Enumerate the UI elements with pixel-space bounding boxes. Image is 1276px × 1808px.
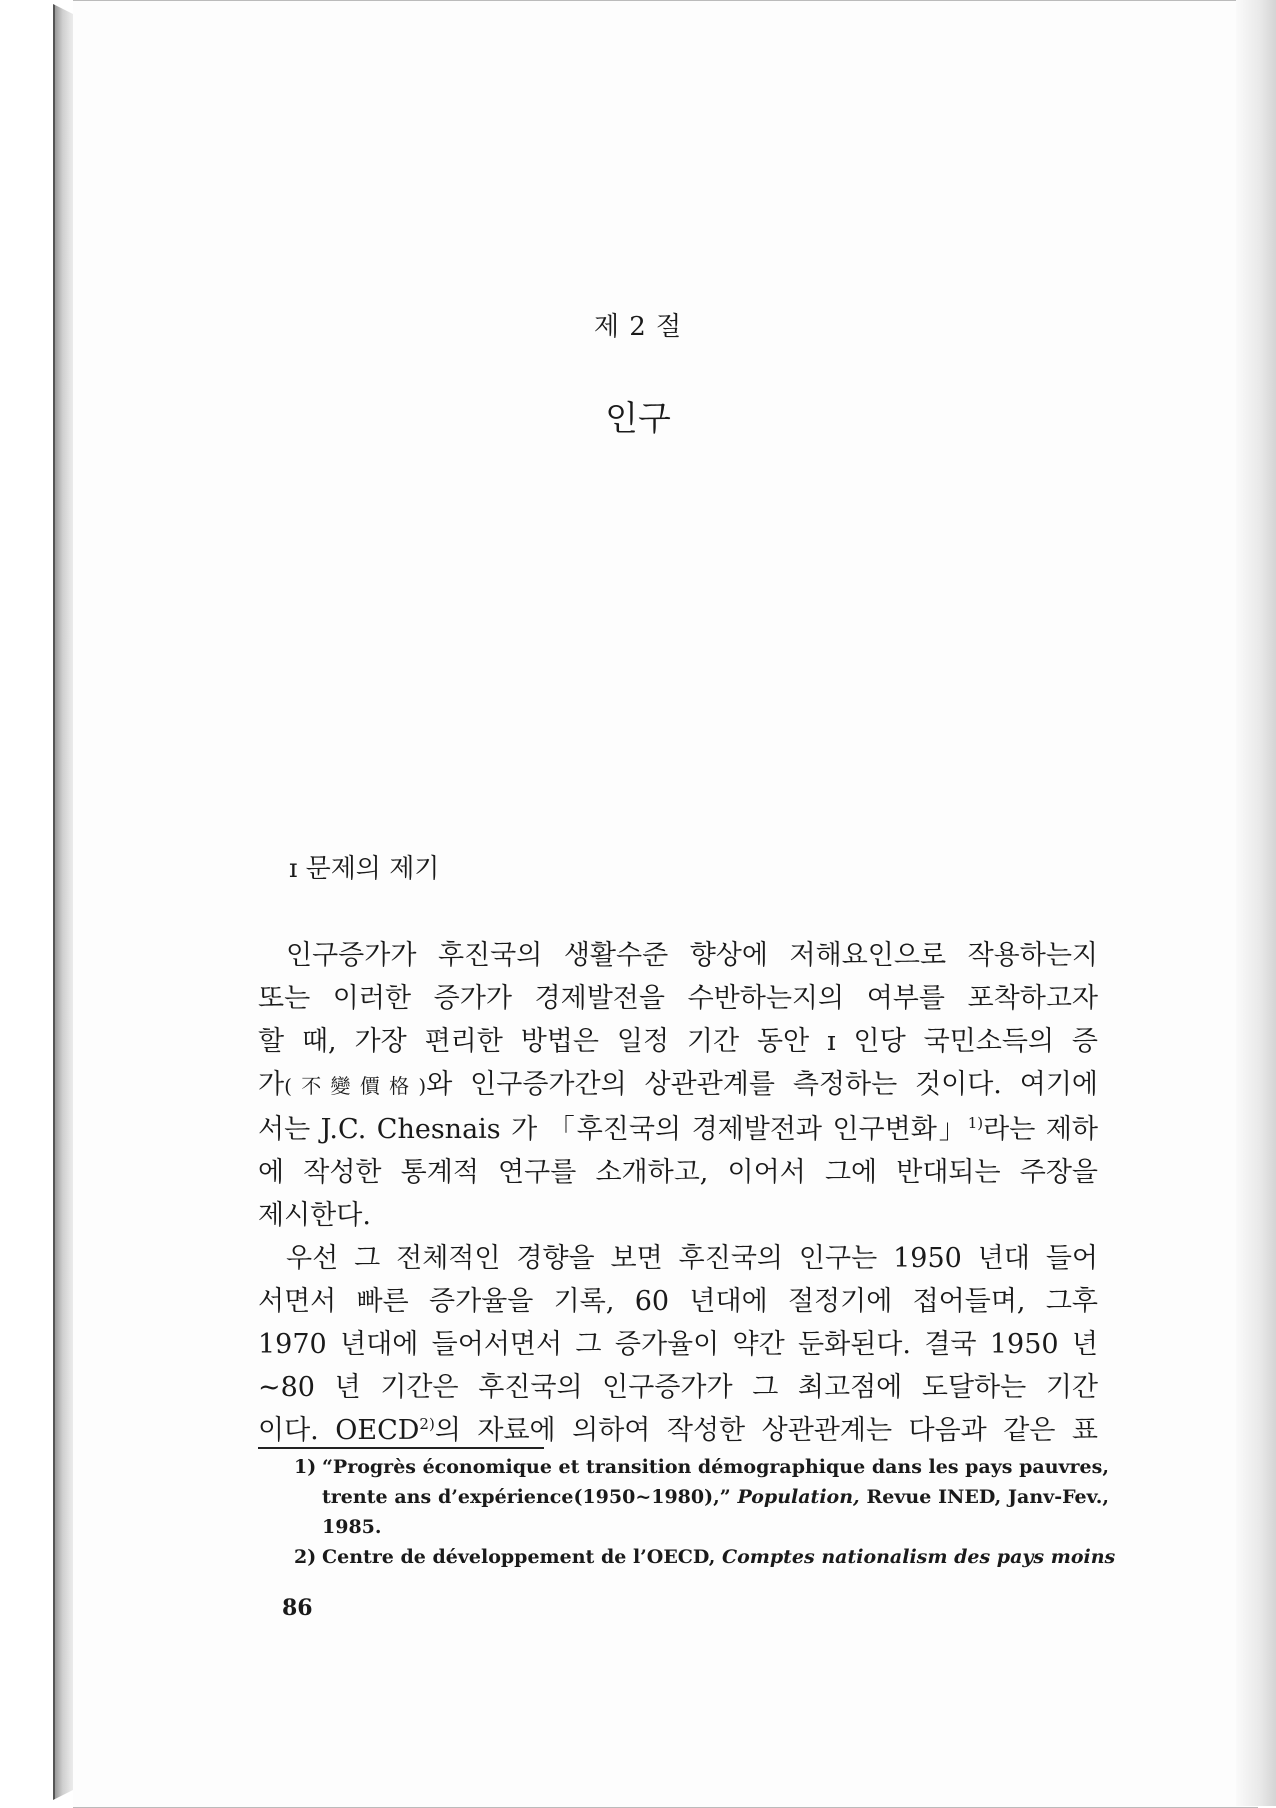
footnote-number: 1) bbox=[294, 1456, 317, 1478]
text-segment: Revue INED, Janv-Fev., bbox=[866, 1486, 1109, 1508]
text-line: 제시한다. bbox=[258, 1200, 371, 1231]
text-segment: 서는 J.C. Chesnais 가 「후진국의 경제발전과 인구변화」 bbox=[258, 1114, 968, 1145]
footnote-line bbox=[322, 1482, 1109, 1512]
page-edge-shadow bbox=[1236, 0, 1276, 1806]
footnote-2 bbox=[258, 1542, 1116, 1572]
footnote-number: 2) bbox=[294, 1546, 317, 1568]
text-segment: 가 bbox=[258, 1069, 285, 1100]
text-segment: 와 인구증가간의 상관관계를 측정하는 것이다. 여기에 bbox=[426, 1069, 1098, 1100]
page-number: 86 bbox=[282, 1595, 313, 1621]
footnote-ref-2: 2) bbox=[419, 1415, 435, 1433]
text-line: ~80 년 기간은 후진국의 인구증가가 그 최고점에 도달하는 기간 bbox=[258, 1372, 1098, 1403]
text-segment: 라는 제하 bbox=[983, 1114, 1098, 1145]
text-segment: 의 자료에 의하여 작성한 상관관계는 다음과 같은 표 bbox=[434, 1415, 1098, 1446]
text-line: 우선 그 전체적인 경향을 보면 후진국의 인구는 1950 년대 들어 bbox=[286, 1243, 1098, 1274]
section-title: 인구 bbox=[605, 399, 671, 439]
text-line bbox=[258, 1409, 1098, 1452]
footnote-1 bbox=[258, 1452, 1109, 1542]
text-line: 인구증가가 후진국의 생활수준 향상에 저해요인으로 작용하는지 bbox=[286, 940, 1098, 971]
text-segment: 이다. OECD bbox=[258, 1415, 420, 1446]
journal-title: Population, bbox=[737, 1486, 860, 1508]
text-line: 에 작성한 통계적 연구를 소개하고, 이어서 그에 반대되는 주장을 bbox=[258, 1157, 1098, 1188]
text-line: 할 때, 가장 편리한 방법은 일정 기간 동안 ɪ 인당 국민소득의 증 bbox=[258, 1026, 1098, 1057]
text-line bbox=[258, 1108, 1098, 1151]
paragraph-1 bbox=[258, 934, 1098, 1237]
subheading: ɪ 문제의 제기 bbox=[289, 854, 440, 884]
body-text bbox=[258, 934, 1098, 1452]
chapter-label: 제 2 절 bbox=[593, 312, 683, 342]
text-line bbox=[258, 1063, 1098, 1108]
text-segment: Centre de développement de l’OECD, bbox=[322, 1546, 716, 1568]
footnote-ref-1: 1) bbox=[967, 1114, 984, 1132]
footnote-text bbox=[322, 1452, 1109, 1542]
footnote-line: 1985. bbox=[322, 1516, 382, 1538]
text-line: 서면서 빠른 증가율을 기록, 60 년대에 절정기에 접어들며, 그후 bbox=[258, 1286, 1098, 1317]
footnote-line bbox=[322, 1542, 1115, 1572]
footnote-rule bbox=[258, 1447, 544, 1449]
hanja-annotation: (不變價格) bbox=[284, 1074, 427, 1098]
footnote-text bbox=[322, 1542, 1115, 1572]
footnotes bbox=[258, 1452, 1116, 1572]
publication-title: Comptes nationalism des pays moins bbox=[721, 1546, 1116, 1568]
footnote-line: “Progrès économique et transition démographique dans les pays pauvres, bbox=[322, 1456, 1109, 1478]
text-line: 1970 년대에 들어서면서 그 증가율이 약간 둔화된다. 결국 1950 년 bbox=[258, 1329, 1098, 1360]
paragraph-2 bbox=[258, 1237, 1098, 1452]
text-segment: trente ans d’expérience(1950~1980),” bbox=[322, 1486, 731, 1508]
text-line: 또는 이러한 증가가 경제발전을 수반하는지의 여부를 포착하고자 bbox=[258, 983, 1098, 1014]
